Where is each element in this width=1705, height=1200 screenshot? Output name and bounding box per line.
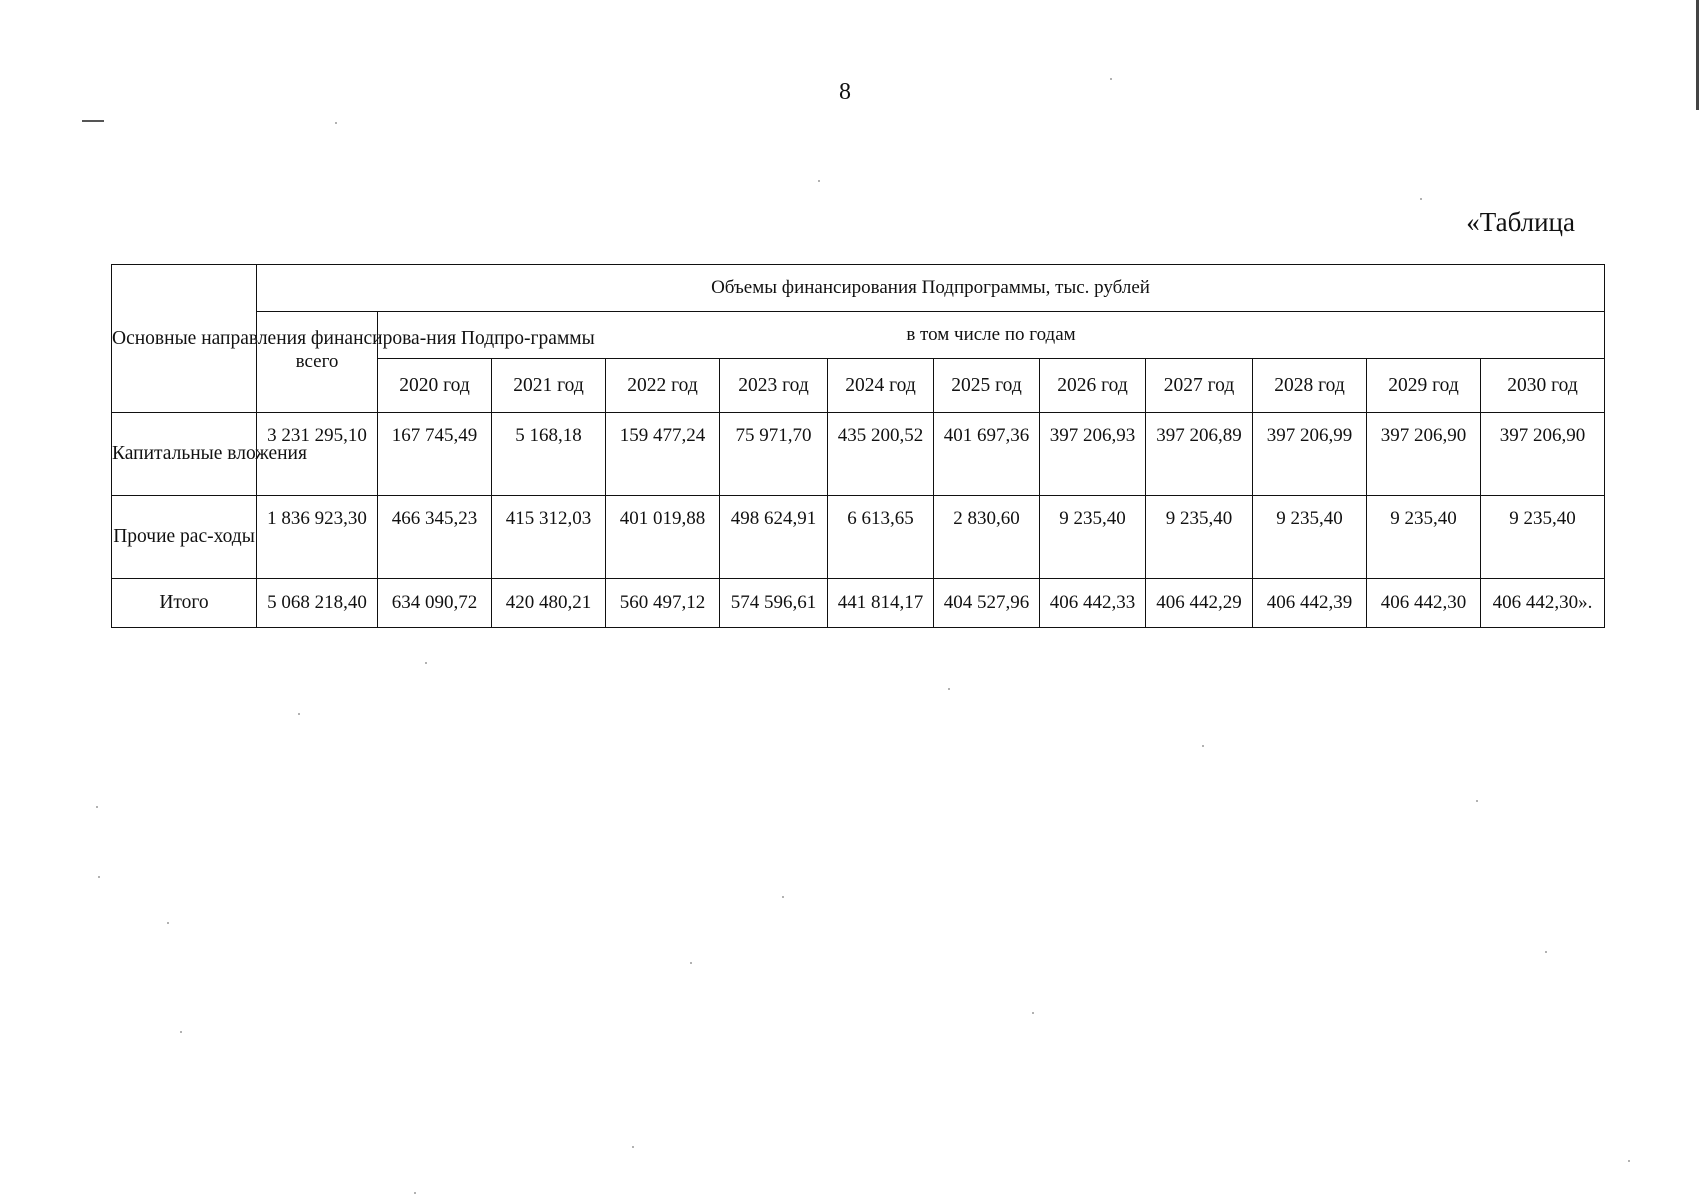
year-header: 2030 год: [1481, 359, 1605, 413]
table-cell: 397 206,89: [1146, 413, 1253, 496]
scan-speck: [690, 962, 692, 964]
scan-speck: [1032, 1012, 1034, 1014]
group-header: Объемы финансирования Подпрограммы, тыс. рублей: [257, 265, 1605, 312]
year-header: 2021 год: [492, 359, 606, 413]
scan-speck: [180, 1031, 182, 1033]
table-cell: 401 697,36: [934, 413, 1040, 496]
table-cell: 397 206,93: [1040, 413, 1146, 496]
scan-speck: [335, 122, 337, 124]
table-cell: 406 442,39: [1253, 579, 1367, 628]
scan-speck: [1202, 745, 1204, 747]
table-cell: 397 206,99: [1253, 413, 1367, 496]
scan-speck: [298, 713, 300, 715]
table-cell: 9 235,40: [1481, 496, 1605, 579]
table-cell: 75 971,70: [720, 413, 828, 496]
table-cell: 634 090,72: [378, 579, 492, 628]
scan-speck: [782, 896, 784, 898]
year-header: 2022 год: [606, 359, 720, 413]
table-cell: 441 814,17: [828, 579, 934, 628]
table-cell: 9 235,40: [1253, 496, 1367, 579]
year-header: 2026 год: [1040, 359, 1146, 413]
header-row-group: [112, 265, 1605, 312]
table-row: [112, 496, 1605, 579]
scan-speck: [96, 806, 98, 808]
scan-speck: [1628, 1160, 1630, 1162]
year-header: 2029 год: [1367, 359, 1481, 413]
year-header: 2028 год: [1253, 359, 1367, 413]
table-cell: 466 345,23: [378, 496, 492, 579]
table-cell: 574 596,61: [720, 579, 828, 628]
scan-speck: [98, 876, 100, 878]
table-cell: 420 480,21: [492, 579, 606, 628]
table-cell: 406 442,30».: [1481, 579, 1605, 628]
corner-header: Основные направления финансирова-ния Подпро-граммы: [112, 265, 257, 413]
row-label: Прочие рас-ходы: [112, 496, 257, 579]
row-label: Капитальные вложения: [112, 413, 257, 496]
year-header: 2020 год: [378, 359, 492, 413]
scan-speck: [167, 922, 169, 924]
table-cell: 2 830,60: [934, 496, 1040, 579]
table-cell: 159 477,24: [606, 413, 720, 496]
table-cell: 404 527,96: [934, 579, 1040, 628]
table-caption: «Таблица: [1466, 207, 1575, 237]
table-cell: 3 231 295,10: [257, 413, 378, 496]
table-row: [112, 579, 1605, 628]
table-cell: 401 019,88: [606, 496, 720, 579]
page-number: 8: [839, 79, 851, 105]
total-header: всего: [257, 312, 378, 413]
row-label: Итого: [112, 579, 257, 628]
table-cell: 5 168,18: [492, 413, 606, 496]
table-cell: 167 745,49: [378, 413, 492, 496]
scan-speck: [1545, 951, 1547, 953]
year-header: 2023 год: [720, 359, 828, 413]
table-cell: 9 235,40: [1146, 496, 1253, 579]
table-cell: 406 442,33: [1040, 579, 1146, 628]
table-row: [112, 413, 1605, 496]
year-header: 2027 год: [1146, 359, 1253, 413]
table-cell: 560 497,12: [606, 579, 720, 628]
scan-speck: [1420, 198, 1422, 200]
table-cell: 435 200,52: [828, 413, 934, 496]
year-header: 2024 год: [828, 359, 934, 413]
year-header: 2025 год: [934, 359, 1040, 413]
table-cell: 406 442,29: [1146, 579, 1253, 628]
scan-speck: [1110, 78, 1112, 80]
table-cell: 5 068 218,40: [257, 579, 378, 628]
table-cell: 397 206,90: [1481, 413, 1605, 496]
scan-speck: [1476, 800, 1478, 802]
table-cell: 397 206,90: [1367, 413, 1481, 496]
scan-speck: [632, 1146, 634, 1148]
scan-dash-mark: [82, 120, 104, 122]
by-years-header: в том числе по годам: [378, 312, 1605, 359]
table-cell: 406 442,30: [1367, 579, 1481, 628]
scan-edge-mark: [1696, 0, 1699, 110]
table-cell: 9 235,40: [1040, 496, 1146, 579]
table-cell: 1 836 923,30: [257, 496, 378, 579]
scan-speck: [818, 180, 820, 182]
table-cell: 6 613,65: [828, 496, 934, 579]
scan-speck: [425, 662, 427, 664]
funding-table: [111, 264, 1605, 628]
table-cell: 9 235,40: [1367, 496, 1481, 579]
table-cell: 415 312,03: [492, 496, 606, 579]
scan-speck: [948, 688, 950, 690]
scan-speck: [414, 1192, 416, 1194]
table-cell: 498 624,91: [720, 496, 828, 579]
